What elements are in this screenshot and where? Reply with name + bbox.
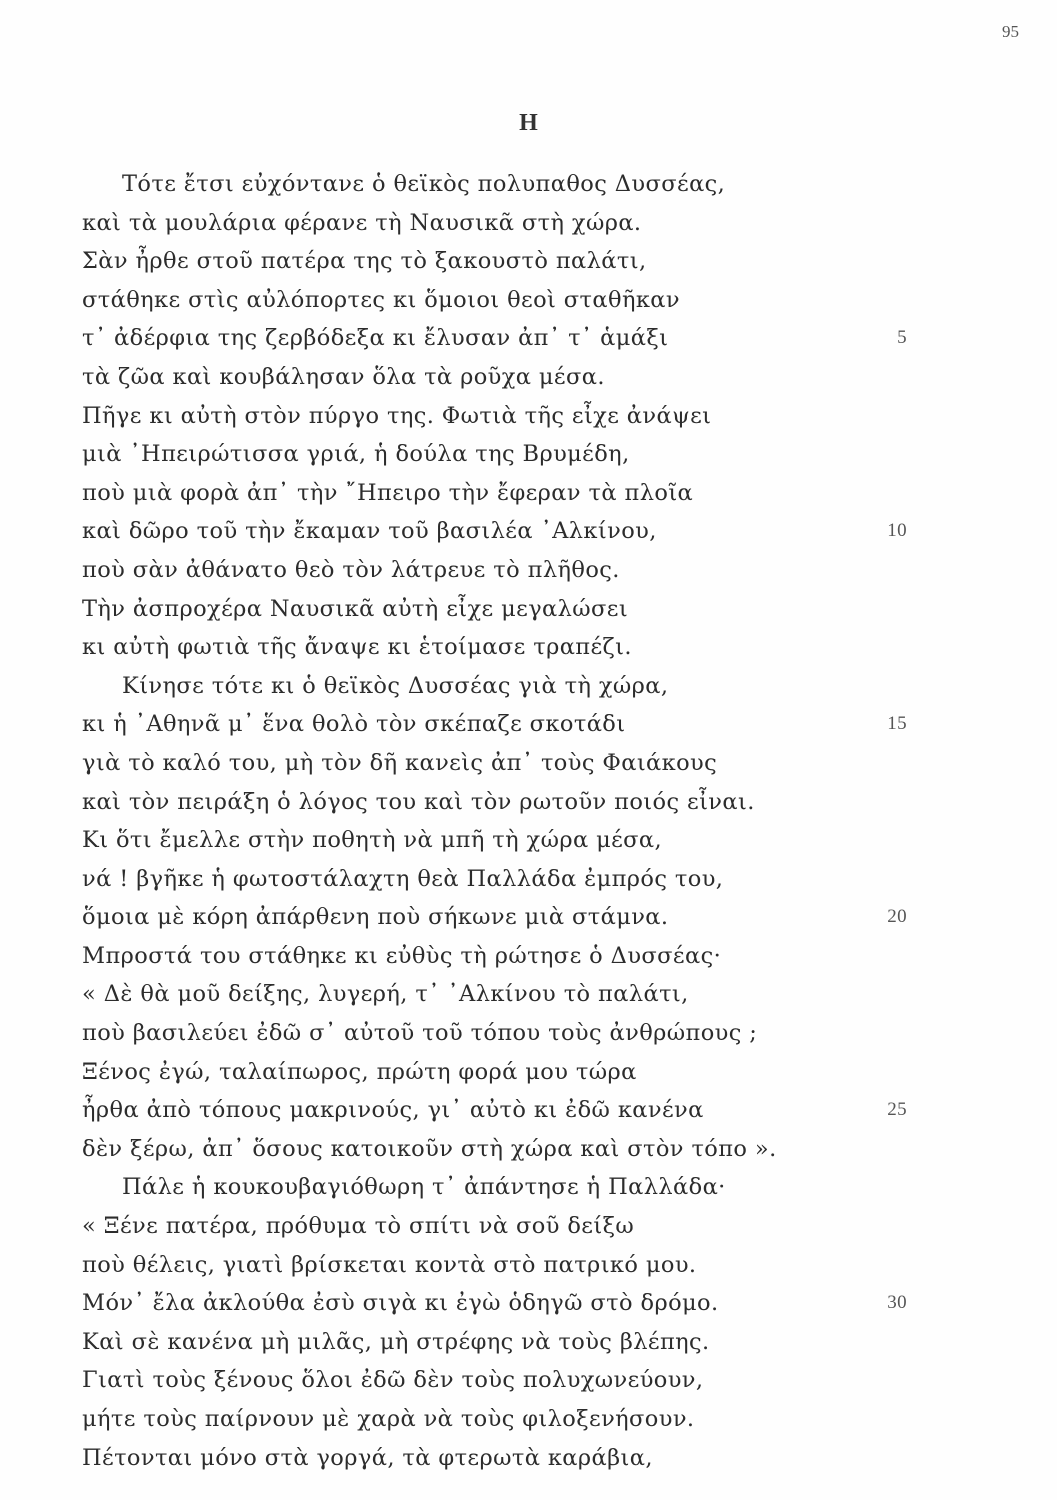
verse-text: στάθηκε στὶς αὐλόπορτες κι ὅμοιοι θεοὶ σταθῆκαν [82, 286, 680, 313]
verse-line [0, 397, 1057, 436]
verse-line [0, 1284, 1057, 1323]
page-number: 95 [1002, 22, 1019, 41]
verse-text: Γιατὶ τοὺς ξένους ὅλοι ἐδῶ δὲν τοὺς πολυχωνεύουν, [82, 1367, 704, 1394]
verse-line [0, 1014, 1057, 1053]
verse-line [0, 1246, 1057, 1285]
verse-line [0, 474, 1057, 513]
verse-text: ἦρθα ἀπὸ τόπους μακρινούς, γι᾽ αὐτὸ κι ἐδῶ κανένα [82, 1097, 704, 1124]
verse-list [0, 165, 1057, 1477]
verse-line [0, 937, 1057, 976]
verse-text: καὶ δῶρο τοῦ τὴν ἔκαμαν τοῦ βασιλέα ᾽Αλκίνου, [82, 518, 657, 545]
verse-line [0, 667, 1057, 706]
verse-line [0, 628, 1057, 667]
verse-line [0, 319, 1057, 358]
verse-line [0, 1053, 1057, 1092]
verse-text: Πῆγε κι αὐτὴ στὸν πύργο της. Φωτιὰ τῆς εἶχε ἀνάψει [82, 402, 712, 429]
verse-text: τ᾽ ἀδέρφια της ζερβόδεξα κι ἔλυσαν ἀπ᾽ τ᾽ ἁμάξι [82, 325, 669, 352]
verse-text: Καὶ σὲ κανένα μὴ μιλᾶς, μὴ στρέφης νὰ τοὺς βλέπης. [82, 1328, 710, 1355]
line-number: 5 [897, 327, 907, 349]
verse-text: γιὰ τὸ καλό του, μὴ τὸν δῆ κανεὶς ἀπ᾽ τοὺς Φαιάκους [82, 749, 718, 776]
verse-line [0, 1400, 1057, 1439]
verse-text: καὶ τὸν πειράξη ὁ λόγος του καὶ τὸν ρωτοῦν ποιός εἶναι. [82, 788, 755, 815]
line-number: 30 [887, 1292, 907, 1314]
verse-text: καὶ τὰ μουλάρια φέρανε τὴ Ναυσικᾶ στὴ χώρα. [82, 209, 642, 236]
verse-line [0, 860, 1057, 899]
line-number: 10 [887, 520, 907, 542]
verse-line [0, 821, 1057, 860]
verse-line [0, 242, 1057, 281]
verse-text: Μπροστά του στάθηκε κι εὐθὺς τὴ ρώτησε ὁ Δυσσέας· [82, 942, 722, 969]
verse-text: Ξένος ἐγώ, ταλαίπωρος, πρώτη φορά μου τώρα [82, 1058, 637, 1085]
verse-text: Κι ὅτι ἔμελλε στὴν ποθητὴ νὰ μπῆ τὴ χώρα μέσα, [82, 827, 663, 854]
verse-text: Μόν᾽ ἔλα ἀκλούθα ἐσὺ σιγὰ κι ἐγὼ ὁδηγῶ στὸ δρόμο. [82, 1290, 719, 1317]
verse-text: τὰ ζῶα καὶ κουβάλησαν ὅλα τὰ ροῦχα μέσα. [82, 363, 605, 390]
verse-line [0, 975, 1057, 1014]
verse-text: ποὺ θέλεις, γιατὶ βρίσκεται κοντὰ στὸ πατρικό μου. [82, 1251, 697, 1278]
line-number: 15 [887, 713, 907, 735]
verse-line [0, 590, 1057, 629]
line-number: 20 [887, 906, 907, 928]
verse-line [0, 281, 1057, 320]
verse-text: κι αὐτὴ φωτιὰ τῆς ἄναψε κι ἑτοίμασε τραπέζι. [82, 634, 632, 661]
verse-line [0, 1091, 1057, 1130]
verse-line [0, 898, 1057, 937]
verse-line [0, 744, 1057, 783]
verse-text: Πέτονται μόνο στὰ γοργά, τὰ φτερωτὰ καράβια, [82, 1444, 653, 1471]
verse-text: ποὺ μιὰ φορὰ ἀπ᾽ τὴν ῎Ηπειρο τὴν ἔφεραν τὰ πλοῖα [82, 479, 694, 506]
verse-line [0, 551, 1057, 590]
verse-line [0, 204, 1057, 243]
verse-text: κι ἡ ᾽Αθηνᾶ μ᾽ ἕνα θολὸ τὸν σκέπαζε σκοτάδι [82, 711, 626, 738]
verse-text: « Δὲ θὰ μοῦ δείξης, λυγερή, τ᾽ ᾽Αλκίνου τὸ παλάτι, [82, 981, 689, 1008]
verse-line [0, 165, 1057, 204]
verse-text: Τὴν ἀσπροχέρα Ναυσικᾶ αὐτὴ εἶχε μεγαλώσει [82, 595, 629, 622]
verse-text: Τότε ἔτσι εὐχόντανε ὁ θεϊκὸς πολυπαθος Δυσσέας, [122, 171, 726, 197]
verse-line [0, 1361, 1057, 1400]
line-number: 25 [887, 1099, 907, 1121]
verse-text: ποὺ βασιλεύει ἐδῶ σ᾽ αὐτοῦ τοῦ τόπου τοὺς ἀνθρώπους ; [82, 1020, 758, 1047]
verse-text: ὅμοια μὲ κόρη ἀπάρθενη ποὺ σήκωνε μιὰ στάμνα. [82, 904, 669, 931]
verse-line [0, 358, 1057, 397]
verse-text: « Ξένε πατέρα, πρόθυμα τὸ σπίτι νὰ σοῦ δείξω [82, 1213, 635, 1240]
verse-text: δὲν ξέρω, ἀπ᾽ ὅσους κατοικοῦν στὴ χώρα καὶ στὸν τόπο ». [82, 1135, 777, 1162]
verse-text: μιὰ ᾽Ηπειρώτισσα γριά, ἡ δούλα της Βρυμέδη, [82, 441, 630, 468]
verse-text: ποὺ σὰν ἀθάνατο θεὸ τὸν λάτρευε τὸ πλῆθος. [82, 556, 620, 583]
verse-line [0, 705, 1057, 744]
verse-text: Κίνησε τότε κι ὁ θεϊκὸς Δυσσέας γιὰ τὴ χώρα, [122, 672, 669, 699]
verse-line [0, 1168, 1057, 1207]
verse-line [0, 1323, 1057, 1362]
verse-text: νά ! βγῆκε ἡ φωτοστάλαχτη θεὰ Παλλάδα ἐμπρός του, [82, 865, 724, 892]
verse-line [0, 1207, 1057, 1246]
verse-line [0, 435, 1057, 474]
book-heading: Η [519, 110, 538, 136]
verse-line [0, 1439, 1057, 1478]
verse-line [0, 512, 1057, 551]
verse-line [0, 1130, 1057, 1169]
verse-text: μήτε τοὺς παίρνουν μὲ χαρὰ νὰ τοὺς φιλοξενήσουν. [82, 1406, 695, 1432]
verse-text: Πάλε ἡ κουκουβαγιόθωρη τ᾽ ἀπάντησε ἡ Παλλάδα· [122, 1174, 726, 1201]
verse-text: Σὰν ἦρθε στοῦ πατέρα της τὸ ξακουστὸ παλάτι, [82, 248, 647, 275]
verse-line [0, 783, 1057, 822]
